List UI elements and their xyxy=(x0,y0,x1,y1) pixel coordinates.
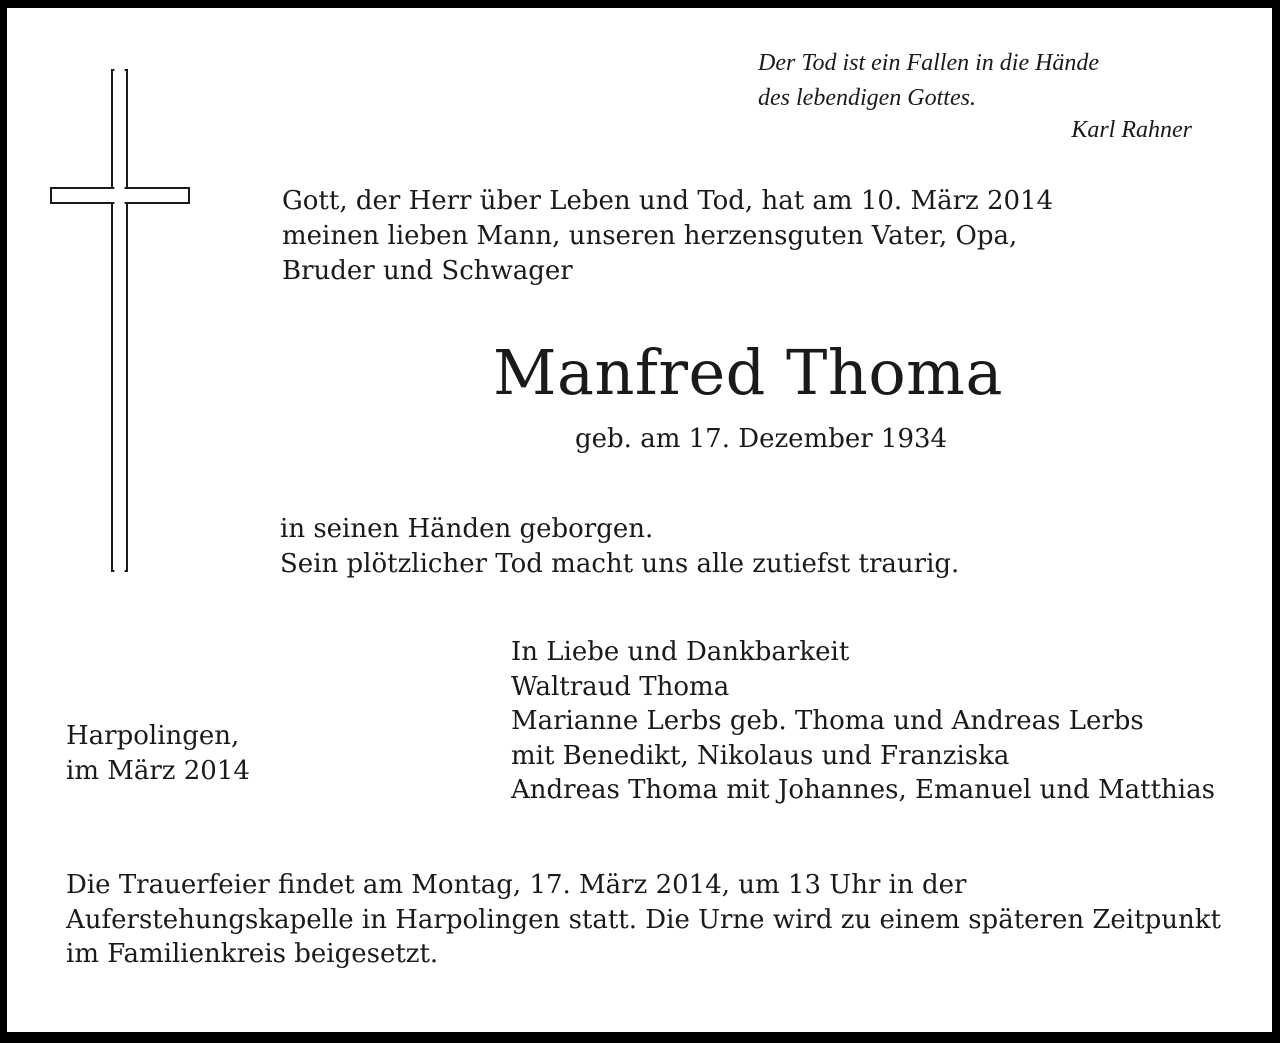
funeral-line: Die Trauerfeier findet am Montag, 17. März 2014, um 13 Uhr in der xyxy=(66,870,967,900)
condolence-line: Sein plötzlicher Tod macht uns alle zutiefst traurig. xyxy=(280,549,960,579)
deceased-name: Manfred Thoma xyxy=(493,336,1003,409)
birth-date: geb. am 17. Dezember 1934 xyxy=(575,424,948,454)
funeral-line: Auferstehungskapelle in Harpolingen statt. Die Urne wird zu einem späteren Zeitpunkt xyxy=(66,904,1221,935)
quote-line: Der Tod ist ein Fallen in die Hände xyxy=(758,50,1100,76)
funeral-line: im Familienkreis beigesetzt. xyxy=(66,939,439,969)
quote-line: des lebendigen Gottes. xyxy=(758,85,976,111)
family-line: Andreas Thoma mit Johannes, Emanuel und Matthias xyxy=(511,775,1215,805)
family-line: Marianne Lerbs geb. Thoma und Andreas Lerbs xyxy=(511,706,1144,736)
place-date xyxy=(66,719,250,789)
family-line: mit Benedikt, Nikolaus und Franziska xyxy=(511,740,1010,771)
quote-author: Karl Rahner xyxy=(1071,117,1192,143)
intro-line: meinen lieben Mann, unseren herzensguten Vater, Opa, xyxy=(282,221,1018,251)
intro-line: Gott, der Herr über Leben und Tod, hat am 10. März 2014 xyxy=(282,186,1054,216)
condolence-line: in seinen Händen geborgen. xyxy=(280,514,654,544)
condolence-text xyxy=(280,512,959,582)
intro-line: Bruder und Schwager xyxy=(282,256,573,286)
family-signatures xyxy=(511,635,1215,808)
obituary-notice xyxy=(7,8,1272,1032)
family-line: In Liebe und Dankbarkeit xyxy=(511,637,850,667)
family-line: Waltraud Thoma xyxy=(511,671,730,702)
intro-text xyxy=(282,184,1053,289)
date-line: im März 2014 xyxy=(66,756,250,786)
place-line: Harpolingen, xyxy=(66,721,240,751)
bible-quote xyxy=(758,46,1228,148)
funeral-info xyxy=(66,868,1221,972)
